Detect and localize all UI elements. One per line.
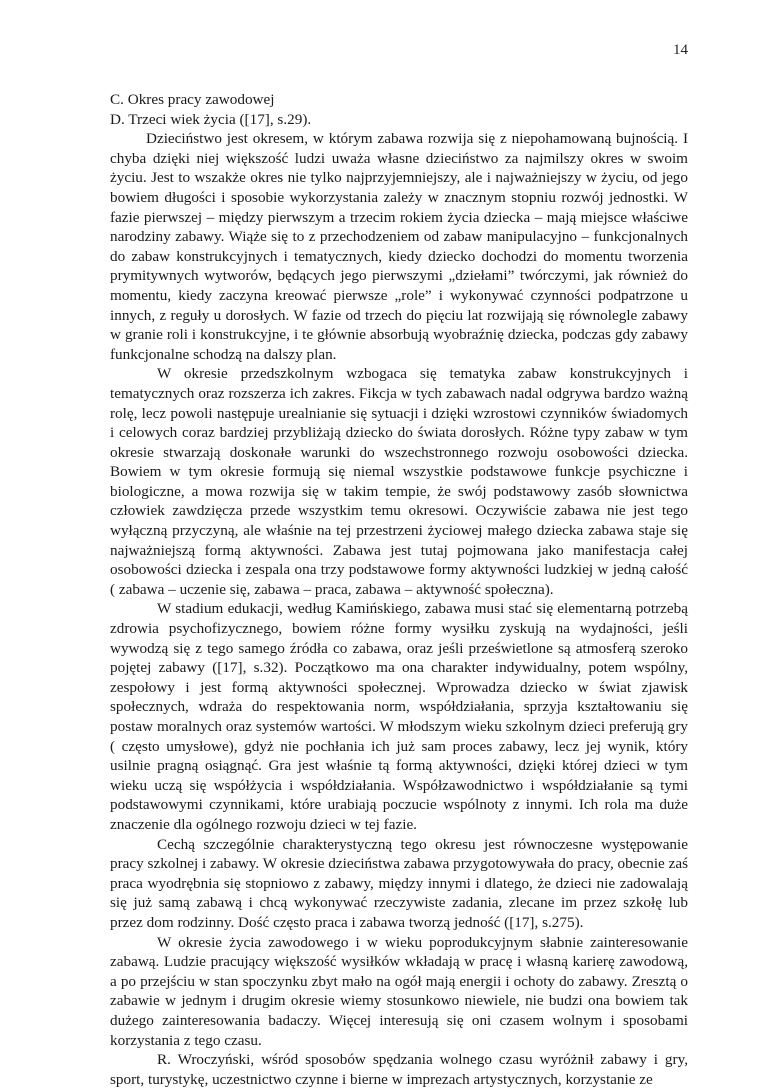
- list-item-c: C. Okres pracy zawodowej: [110, 91, 275, 108]
- paragraph-preschool: W okresie przedszkolnym wzbogaca się tematyka zabaw konstrukcyjnych i tematycznych oraz rozszerza ich zakres. Fikcja w tych zabawach nadal odgrywa bardzo ważną rolę, lecz powoli następuje urealnianie się sytuacji i dzięki wzrostowi czynników świadomych i celowych coraz bardziej przybliżają dziecko do świata dorosłych. Różne typy zabaw w tym okresie stwarzają doskonałe warunki do wszechstronnego rozwoju osobowości dziecka. Bowiem w tym okresie formują się niemal wszystkie podstawowe funkcje psychiczne i biologiczne, a mowa rozwija się w takim tempie, że swój podstawowy zasób słownictwa człowiek zawdzięcza przede wszystkim temu okresowi. Oczywiście zabawa nie jest tego wyłączną przyczyną, ale właśnie na tej przestrzeni życiowej małego dziecka zabawa staje się najważniejszą formą aktywności. Zabawa jest tutaj pojmowana jako manifestacja całej osobowości dziecka i zespala ona trzy podstawowe formy aktywności ludzkiej w jedną całość ( zabawa – uczenie się, zabawa – praca, zabawa – aktywność społeczna).: [110, 365, 688, 598]
- paragraph-adulthood: W okresie życia zawodowego i w wieku poprodukcyjnym słabnie zainteresowanie zabawą. Ludzie pracujący większość wysiłków wkładają w pracę i własną karierę zawodową, a po przejściu w stan spoczynku zbyt mało na ogół mają energii i ochoty do zabawy. Zresztą o zabawie w jednym i drugim okresie wiemy stosunkowo niewiele, nie budzi ona bowiem tak dużego zainteresowania badaczy. Więcej interesują się oni czasem wolnym i sposobami korzystania z tego czasu.: [110, 933, 688, 1049]
- page-number: 14: [673, 42, 688, 58]
- paragraph-childhood: Dzieciństwo jest okresem, w którym zabawa rozwija się z niepohamowaną bujnością. I chyba dzięki niej większość ludzi uważa własne dzieciństwo za najmilszy okres w swoim życiu. Jest to wszakże okres nie tylko najprzyjemniejszy, ale i najważniejszy w życiu, od jego bowiem długości i sposobie wykorzystania zależy w znacznym stopniu rozwój jednostki. W fazie pierwszej – między pierwszym a trzecim rokiem życia dziecka – mają miejsce właściwe narodziny zabawy. Wiąże się to z przechodzeniem od zabaw manipulacyjno – funkcjonalnych do zabaw konstrukcyjnych i tematycznych, kiedy dziecko dochodzi do momentu tworzenia prymitywnych wytworów, będących jego pierwszymi „dziełami” twórczymi, jak również do momentu, kiedy zaczyna kreować pierwsze „role” i wykonywać czynności podpatrzone u innych, z reguły u dorosłych. W fazie od trzech do pięciu lat rozwijają się równolegle zabawy w granie roli i konstrukcyjne, i te głównie absorbują wyobraźnię dziecka, podczas gdy zabawy funkcjonalne schodzą na dalszy plan.: [110, 130, 688, 363]
- paragraph-school-work: Cechą szczególnie charakterystyczną tego okresu jest równoczesne występowanie pracy szkolnej i zabawy. W okresie dzieciństwa zabawa przygotowywała do pracy, obecnie zaś praca wyodrębnia się stopniowo z zabawy, między innymi i dlatego, że dzieci nie zadowalają się już samą zabawą i chcą wykonywać rzeczywiste zadania, zlecane im przez szkołę lub przez dom rodzinny. Dość często praca i zabawa tworzą jedność ([17], s.275).: [110, 835, 688, 931]
- list-item-d: D. Trzeci wiek życia ([17], s.29).: [110, 110, 312, 128]
- page-content: [110, 90, 688, 1089]
- paragraph-education: W stadium edukacji, według Kamińskiego, zabawa musi stać się elementarną potrzebą zdrowia psychofizycznego, bowiem różne formy wysiłku zyskują na wydajności, jeśli wywodzą się z tego samego źródła co zabawa, oraz jeśli prześwietlone są atmosferą szeroko pojętej zabawy ([17], s.32). Początkowo ma ona charakter indywidualny, potem wspólny, zespołowy i jest formą aktywności społecznej. Wprowadza dziecko w świat zjawisk społecznych, wdraża do respektowania norm, współdziałania, sprzyja kształtowaniu się postaw moralnych oraz systemów wartości. W młodszym wieku szkolnym dzieci preferują gry ( często umysłowe), gdyż nie pochłania ich już sam proces zabawy, lecz jej wynik, który usilnie pragną osiągnąć. Gra jest właśnie tą formą aktywności, dzięki której dzieci w tym wieku uczą się współżycia i współdziałania. Współzawodnictwo i współdziałanie są tymi podstawowymi czynnikami, które urabiają poczucie wspólnoty z innymi. Ich rola ma duże znaczenie dla ogólnego rozwoju dzieci w tej fazie.: [110, 600, 688, 833]
- paragraph-wroczynski: R. Wroczyński, wśród sposobów spędzania wolnego czasu wyróżnił zabawy i gry, sport, turystykę, uczestnictwo czynne i bierne w imprezach artystycznych, korzystanie ze: [110, 1051, 688, 1088]
